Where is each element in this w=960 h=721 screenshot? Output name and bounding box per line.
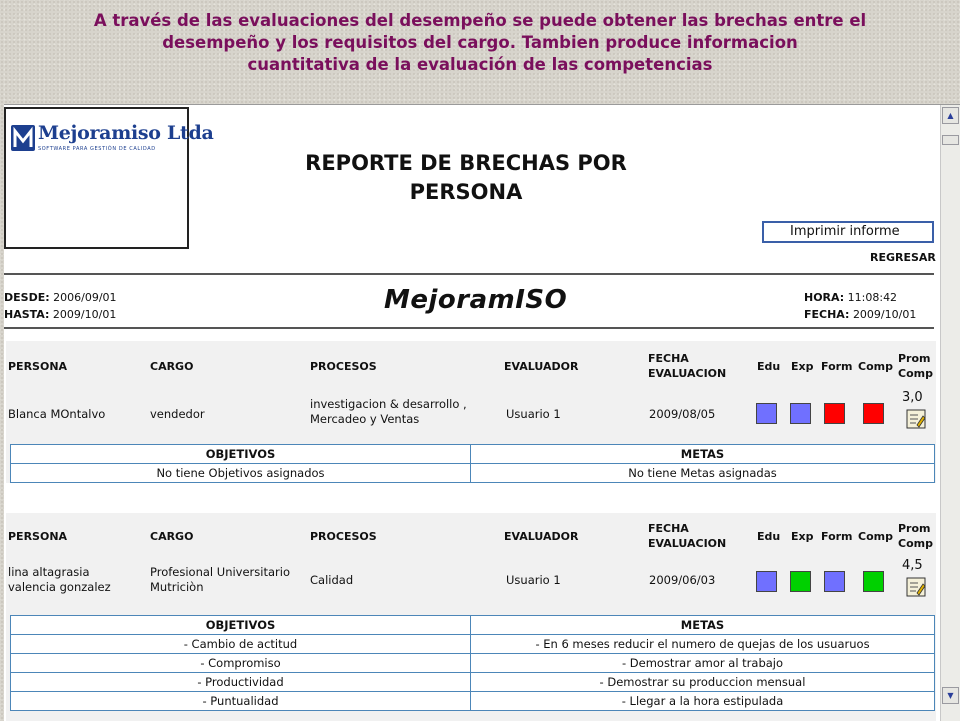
col-fecha: FECHA EVALUACION (648, 352, 727, 380)
date-range (4, 289, 117, 323)
report-title-line-2: PERSONA (409, 180, 523, 204)
col-exp: Exp (791, 360, 814, 373)
procesos-value: Calidad (310, 573, 354, 587)
meta-cell: No tiene Metas asignadas (471, 464, 935, 483)
col-evaluador: EVALUADOR (504, 360, 579, 373)
meta-cell: - Demostrar amor al trabajo (471, 654, 935, 673)
objetivo-cell: - Compromiso (11, 654, 471, 673)
table-row (11, 635, 935, 654)
metas-header: METAS (471, 445, 935, 464)
metas-header: METAS (471, 616, 935, 635)
hasta-label: HASTA: (4, 308, 50, 321)
objectives-goals-table (10, 444, 935, 483)
col-cargo: CARGO (150, 360, 194, 373)
timestamp (804, 289, 916, 323)
col-prom: Prom Comp (898, 352, 933, 380)
col-procesos: PROCESOS (310, 360, 377, 373)
caption-line-1: A través de las evaluaciones del desempeño se puede obtener las brechas entre el (93, 11, 867, 30)
logo-name: Mejoramiso Ltda (38, 122, 214, 144)
company-logo (4, 107, 214, 249)
objetivos-header: OBJETIVOS (11, 616, 471, 635)
hasta-value: 2009/10/01 (52, 308, 117, 321)
form-indicator (824, 571, 845, 592)
desde-value: 2006/09/01 (53, 291, 117, 304)
evaluador-value: Usuario 1 (506, 573, 561, 587)
fecha-value: 2009/06/03 (649, 573, 716, 587)
col-cargo: CARGO (150, 530, 194, 543)
logo-tagline: SOFTWARE PARA GESTIÓN DE CALIDAD (38, 146, 156, 152)
col-comp: Comp (858, 360, 893, 373)
fecha-value: 2009/10/01 (852, 308, 917, 321)
prom-score: 4,5 (902, 558, 923, 573)
meta-cell: - Demostrar su produccion mensual (471, 673, 935, 692)
objetivo-cell: - Productividad (11, 673, 471, 692)
col-fecha: FECHA EVALUACION (648, 522, 727, 550)
hora-value: 11:08:42 (847, 291, 898, 304)
col-edu: Edu (757, 530, 781, 543)
edit-document-icon[interactable] (906, 409, 926, 429)
persona-value: Blanca MOntalvo (8, 407, 106, 421)
objetivo-cell: - Puntualidad (11, 692, 471, 711)
print-report-button[interactable]: Imprimir informe (762, 221, 934, 243)
evaluador-value: Usuario 1 (506, 407, 561, 421)
caption-line-3: cuantitativa de la evaluación de las competencias (247, 55, 713, 74)
scroll-thumb[interactable] (942, 135, 959, 145)
objetivos-header: OBJETIVOS (11, 445, 471, 464)
desde-label: DESDE: (4, 291, 50, 304)
col-exp: Exp (791, 530, 814, 543)
procesos-value: investigacion & desarrollo , Mercadeo y Ventas (310, 397, 467, 426)
back-link[interactable]: REGRESAR (870, 251, 936, 264)
table-header-row (11, 616, 935, 635)
col-evaluador: EVALUADOR (504, 530, 579, 543)
comp-indicator (863, 571, 884, 592)
col-edu: Edu (757, 360, 781, 373)
col-form: Form (821, 360, 853, 373)
table-row (11, 673, 935, 692)
brand-title: MejoramISO (384, 285, 568, 315)
edu-indicator (756, 403, 777, 424)
table-row (11, 692, 935, 711)
scroll-up-arrow-icon[interactable]: ▲ (942, 107, 959, 124)
objectives-goals-table (10, 615, 935, 711)
col-comp: Comp (858, 530, 893, 543)
cargo-value: vendedor (150, 407, 205, 421)
logo-mark-icon (10, 123, 36, 153)
edit-document-icon[interactable] (906, 577, 926, 597)
table-row (11, 464, 935, 483)
col-persona: PERSONA (8, 360, 68, 373)
cargo-value: Profesional Universitario Mutriciòn (150, 565, 290, 594)
exp-indicator (790, 571, 811, 592)
prom-score: 3,0 (902, 390, 923, 405)
report-title-line-1: REPORTE DE BRECHAS POR (305, 151, 627, 175)
report-window (4, 104, 960, 721)
fecha-value: 2009/08/05 (649, 407, 716, 421)
meta-cell: - En 6 meses reducir el numero de quejas de los usuaruos (471, 635, 935, 654)
slide-caption (0, 10, 960, 76)
col-form: Form (821, 530, 853, 543)
caption-line-2: desempeño y los requisitos del cargo. Tambien produce informacion (162, 33, 798, 52)
divider (4, 327, 934, 329)
edu-indicator (756, 571, 777, 592)
col-persona: PERSONA (8, 530, 68, 543)
table-header-row (11, 445, 935, 464)
vertical-scrollbar[interactable] (940, 105, 960, 721)
hora-label: HORA: (804, 291, 845, 304)
col-prom: Prom Comp (898, 522, 933, 550)
fecha-label: FECHA: (804, 308, 850, 321)
exp-indicator (790, 403, 811, 424)
report-title (266, 149, 666, 207)
meta-cell: - Llegar a la hora estipulada (471, 692, 935, 711)
scroll-down-arrow-icon[interactable]: ▼ (942, 687, 959, 704)
persona-value: lina altagrasia valencia gonzalez (8, 565, 111, 594)
form-indicator (824, 403, 845, 424)
objetivo-cell: No tiene Objetivos asignados (11, 464, 471, 483)
table-row (11, 654, 935, 673)
col-procesos: PROCESOS (310, 530, 377, 543)
comp-indicator (863, 403, 884, 424)
divider (4, 273, 934, 275)
objetivo-cell: - Cambio de actitud (11, 635, 471, 654)
